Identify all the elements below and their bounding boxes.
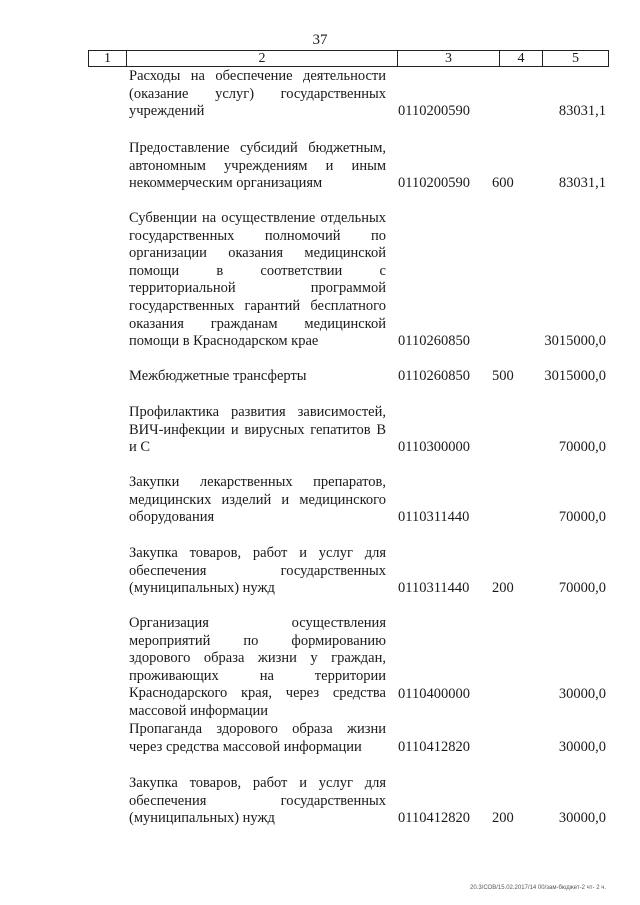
row-description: Пропаганда здорового образа жизни через средства массовой информации xyxy=(129,721,386,755)
table-header xyxy=(88,50,609,67)
row-description: Закупки лекарственных препаратов, медицинских изделий и медицинского оборудования xyxy=(129,474,386,526)
row-description: Субвенции на осуществление отдельных государственных полномочий по организации оказания медицинской помощи в соответствии с территориальной программой государственных гарантий бесплатного оказания гражданам медицинской помощи в Краснодарском крае xyxy=(129,210,386,350)
table-row xyxy=(0,404,640,457)
row-description: Предоставление субсидий бюджетным, автономным учреждениям и иным некоммерческим организациям xyxy=(129,140,386,192)
row-amount: 83031,1 xyxy=(558,175,606,192)
header-col-3: 3 xyxy=(398,51,500,66)
row-code: 0110412820 xyxy=(398,739,470,756)
table-row xyxy=(0,368,640,386)
header-col-4: 4 xyxy=(500,51,543,66)
table-row xyxy=(0,210,640,351)
row-amount: 3015000,0 xyxy=(544,333,606,350)
page-number: 37 xyxy=(312,32,328,48)
row-description: Закупка товаров, работ и услуг для обеспечения государственных (муниципальных) нужд xyxy=(129,775,386,827)
row-code: 0110200590 xyxy=(398,175,470,192)
row-code: 0110260850 xyxy=(398,333,470,350)
row-code: 0110260850 xyxy=(398,368,470,385)
row-description: Межбюджетные трансферты xyxy=(129,368,307,384)
table-row xyxy=(0,68,640,121)
table-row xyxy=(0,545,640,598)
row-amount: 3015000,0 xyxy=(544,368,606,385)
table-row xyxy=(0,775,640,828)
row-amount: 70000,0 xyxy=(558,509,606,526)
row-expense-type: 600 xyxy=(492,175,514,192)
table-row xyxy=(0,140,640,193)
row-expense-type: 500 xyxy=(492,368,514,385)
table-row xyxy=(0,721,640,757)
table-row xyxy=(0,615,640,719)
row-code: 0110400000 xyxy=(398,686,470,703)
row-amount: 30000,0 xyxy=(558,739,606,756)
row-amount: 30000,0 xyxy=(558,810,606,827)
row-code: 0110412820 xyxy=(398,810,470,827)
footer-document-code: 20.3/СОВ/15.02.2017/14 00/зам-бюджет-2 чт- 2 ч. xyxy=(469,885,606,891)
row-description: Расходы на обеспечение деятельности (оказание услуг) государственных учреждений xyxy=(129,68,386,120)
header-col-2: 2 xyxy=(127,51,398,66)
row-code: 0110200590 xyxy=(398,103,470,120)
header-col-5: 5 xyxy=(572,51,579,66)
row-code: 0110311440 xyxy=(398,509,470,526)
row-expense-type: 200 xyxy=(492,810,514,827)
header-col-1: 1 xyxy=(89,51,127,66)
row-description: Организация осуществления мероприятий по формированию здорового образа жизни у граждан, проживающих на территории Краснодарского края, через средства массовой информации xyxy=(129,615,386,719)
row-amount: 30000,0 xyxy=(558,686,606,703)
row-amount: 70000,0 xyxy=(558,439,606,456)
row-amount: 83031,1 xyxy=(558,103,606,120)
row-code: 0110311440 xyxy=(398,580,470,597)
row-code: 0110300000 xyxy=(398,439,470,456)
table-row xyxy=(0,474,640,527)
row-expense-type: 200 xyxy=(492,580,514,597)
row-amount: 70000,0 xyxy=(558,580,606,597)
row-description: Закупка товаров, работ и услуг для обеспечения государственных (муниципальных) нужд xyxy=(129,545,386,597)
row-description: Профилактика развития зависимостей, ВИЧ-инфекции и вирусных гепатитов В и С xyxy=(129,404,386,456)
